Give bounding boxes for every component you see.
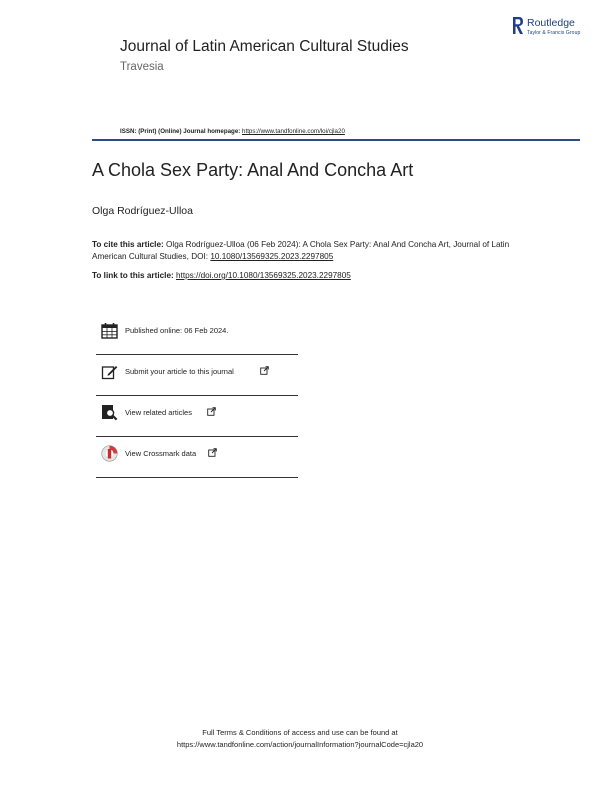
- related-articles-row[interactable]: [96, 396, 298, 437]
- calendar-icon: [101, 322, 118, 339]
- crossmark-link[interactable]: View Crossmark data: [125, 449, 197, 458]
- article-author: Olga Rodríguez-Ulloa: [92, 205, 193, 217]
- issn-line: [120, 128, 345, 135]
- external-link-icon: [208, 448, 217, 457]
- published-online-row: [96, 314, 298, 355]
- routledge-r-icon: [511, 16, 525, 36]
- footer-terms-text: Full Terms & Conditions of access and use can be found at: [202, 728, 398, 737]
- external-link-icon: [207, 407, 216, 416]
- journal-subtitle: Travesia: [120, 61, 164, 73]
- issn-label: ISSN: (Print) (Online) Journal homepage:: [120, 128, 243, 135]
- citation-text: Olga Rodríguez-Ulloa (06 Feb 2024): A Chola Sex Party: Anal And Concha Art, Journal of Latin American Cultural Studies, DOI:: [92, 240, 510, 261]
- crossmark-row[interactable]: [96, 437, 298, 478]
- brand-subtitle: Taylor & Francis Group: [527, 30, 581, 36]
- submit-article-link[interactable]: Submit your article to this journal: [125, 367, 234, 376]
- related-articles-icon: [101, 404, 118, 421]
- citation-doi-link[interactable]: 10.1080/13569325.2023.2297805: [210, 251, 334, 261]
- published-online-label: Published online: 06 Feb 2024.: [125, 326, 229, 335]
- article-doi-link[interactable]: https://doi.org/10.1080/13569325.2023.2297805: [176, 271, 351, 280]
- brand-name: Routledge: [527, 17, 575, 29]
- article-title: A Chola Sex Party: Anal And Concha Art: [92, 160, 414, 180]
- footer-terms-link[interactable]: https://www.tandfonline.com/action/journalInformation?journalCode=cjla20: [176, 739, 424, 749]
- article-link-line: [92, 271, 351, 280]
- routledge-logo: [511, 16, 589, 38]
- citation-block: [92, 239, 512, 262]
- submit-article-row[interactable]: [96, 355, 298, 396]
- related-articles-link[interactable]: View related articles: [125, 408, 192, 417]
- external-link-icon: [260, 366, 269, 375]
- crossmark-icon: [101, 445, 118, 462]
- journal-title: Journal of Latin American Cultural Studies: [120, 38, 409, 55]
- edit-icon: [101, 363, 118, 380]
- citation-label: To cite this article:: [92, 240, 164, 249]
- footer: [0, 727, 600, 750]
- journal-homepage-link[interactable]: https://www.tandfonline.com/loi/cjla20: [242, 128, 345, 135]
- header-divider: [92, 139, 580, 141]
- article-actions-menu: [96, 314, 298, 478]
- article-link-label: To link to this article:: [92, 271, 177, 280]
